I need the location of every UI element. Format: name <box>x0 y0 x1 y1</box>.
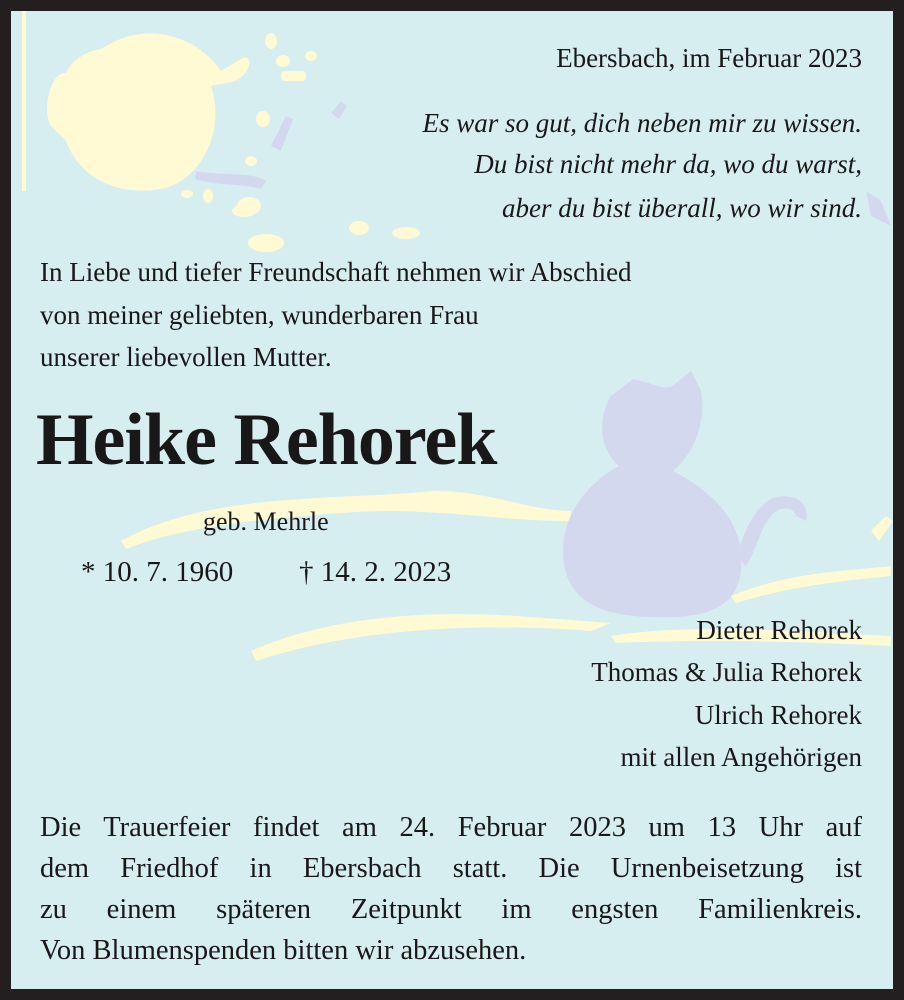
mourner: Thomas & Julia Rehorek <box>591 657 862 687</box>
funeral-notice <box>40 807 862 971</box>
poem-line: Es war so gut, dich neben mir zu wissen. <box>422 108 862 138</box>
mourner: Ulrich Rehorek <box>694 700 862 730</box>
notice-line: dem Friedhof in Ebersbach statt. Die Urnenbeisetzung ist <box>40 853 862 884</box>
notice-line: zu einem späteren Zeitpunkt im engsten Familienkreis. <box>40 894 862 925</box>
death-date: † 14. 2. 2023 <box>299 556 452 588</box>
birth-date: * 10. 7. 1960 <box>81 556 234 588</box>
notice-line: Die Trauerfeier findet am 24. Februar 2023 um 13 Uhr auf <box>40 812 862 843</box>
intro-line: von meiner geliebten, wunderbaren Frau <box>40 300 479 330</box>
obituary-panel <box>11 11 893 989</box>
intro-line: In Liebe und tiefer Freundschaft nehmen wir Abschied <box>40 257 632 287</box>
notice-line: Von Blumenspenden bitten wir abzusehen. <box>40 935 527 966</box>
maiden-name: geb. Mehrle <box>203 507 329 536</box>
intro-line: unserer liebevollen Mutter. <box>40 342 332 372</box>
poem-line: aber du bist überall, wo wir sind. <box>501 193 862 223</box>
mourner: mit allen Angehörigen <box>620 742 862 772</box>
mourner: Dieter Rehorek <box>696 615 862 645</box>
place-date: Ebersbach, im Februar 2023 <box>556 43 862 73</box>
deceased-name: Heike Rehorek <box>36 399 497 481</box>
poem-line: Du bist nicht mehr da, wo du warst, <box>474 149 862 179</box>
